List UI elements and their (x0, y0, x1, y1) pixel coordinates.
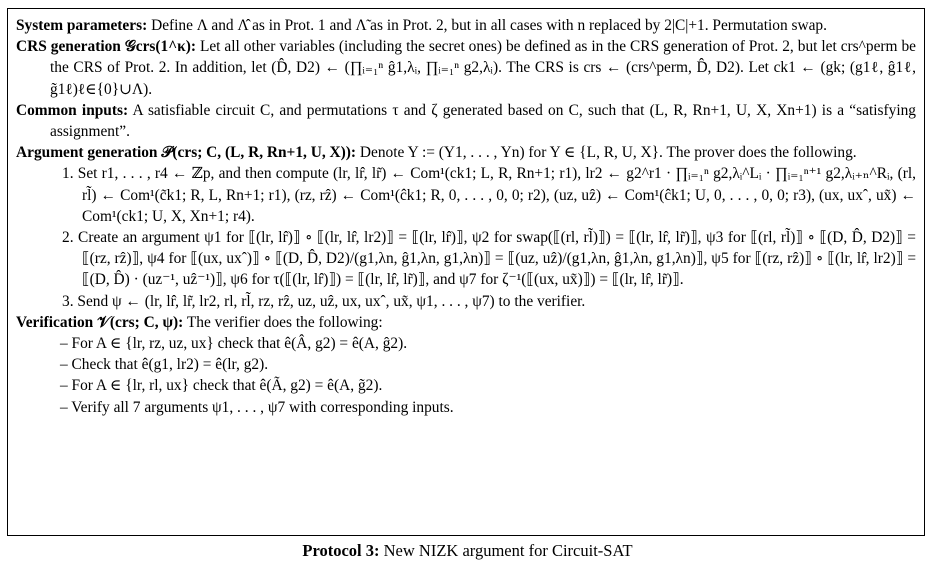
verifier-checks (16, 333, 916, 418)
verifier-check-4: – Verify all 7 arguments ψ1, . . . , ψ7 with corresponding inputs. (60, 398, 454, 416)
common-inputs (16, 100, 916, 142)
system-parameters-text: Define Λ and Λ̂ as in Prot. 1 and Λ̃ as in Prot. 2, but in all cases with n replaced by 2|C|+1. Permutation swap. (151, 17, 827, 34)
verification-label: Verification 𝒱(crs; C, ψ): (16, 313, 184, 331)
crs-generation (16, 36, 916, 100)
verification-text: The verifier does the following: (186, 313, 383, 331)
argument-generation-label: Argument generation 𝒫(crs; C, (L, R, Rn+1, U, X)): (16, 144, 357, 162)
common-inputs-label: Common inputs: (16, 101, 129, 119)
prover-steps (16, 163, 916, 311)
prover-step-1: 1. Set r1, . . . , r4 ← ℤp, and then compute (lr, lr̂, lr̃) ← Com¹(ck1; L, R, Rn+1; r1), lr2 ← g2^r1 · ∏ᵢ₌₁ⁿ g2,λᵢ^Lᵢ · ∏ᵢ₌₁ⁿ⁺¹ g2,λᵢ₊ₙ^Rᵢ, (rl, rl̃) ← Com¹(c̃k1; R, L, Rn+1; r1), (rz, rẑ) ← Com¹(ĉk1; R, 0, . . . , 0, 0; r2), (uz, uẑ) ← Com¹(ĉk1; U, 0, . . . , 0, 0; r3), (ux, uxˆ, ux̃) ← Com¹(ck1; U, X, Xn+1; r4). (62, 165, 916, 225)
caption-text: New NIZK argument for Circuit-SAT (383, 541, 633, 560)
prover-step-3: 3. Send ψ ← (lr, lr̂, lr̃, lr2, rl, rl̃, rz, rẑ, uz, uẑ, ux, uxˆ, ux̃, ψ1, . . . , ψ7) to the verifier. (62, 292, 586, 310)
protocol-caption (0, 540, 935, 562)
verifier-check-2: – Check that ê(g1, lr2) = ê(lr, g2). (60, 356, 269, 374)
prover-step-2: 2. Create an argument ψ1 for ⟦(lr, lr̂)⟧ ∘ ⟦(lr, lr̂, lr2)⟧ = ⟦(lr, lr̂)⟧, ψ2 for swap(⟦(rl, rl̃)⟧) = ⟦(lr, lr̂, lr̃)⟧, ψ3 for ⟦(rl, rl̃)⟧ ∘ ⟦(D, D̂, D2)⟧ = ⟦(rz, rẑ)⟧, ψ4 for ⟦(ux, uxˆ)⟧ ∘ ⟦(D, D̂, D2)/(g1,λn, ĝ1,λn, g1,λn)⟧ = ⟦(uz, uẑ)/(g1,λn, ĝ1,λn, g1,λn)⟧, ψ5 for ⟦(rz, rẑ)⟧ ∘ ⟦(lr, lr̂, lr2)⟧ = ⟦(D, D̂) · (uz⁻¹, uẑ⁻¹)⟧, ψ6 for τ(⟦(lr, lr̂)⟧) = ⟦(lr, lr̂, lr̃)⟧, and ψ7 for ζ⁻¹(⟦(ux, ux̃)⟧) = ⟦(lr, lr̂, lr̃)⟧. (62, 229, 916, 289)
crs-generation-text: Let all other variables (including the secret ones) be defined as in the CRS generation of Prot. 2, but let crs^perm be the CRS of Prot. 2. In addition, let (D̂, D2) ← (∏ᵢ₌₁ⁿ ĝ1,λᵢ, ∏ᵢ₌₁ⁿ g2,λᵢ). The CRS is crs ← (crs^perm, D̂, D2). Let ck1 ← (gk; (g1ℓ, ĝ1ℓ, g̃1ℓ)ℓ∈{0}∪Λ). (50, 38, 916, 98)
system-parameters (16, 15, 916, 36)
caption-label: Protocol 3: (302, 541, 380, 560)
verifier-check-1: – For A ∈ {lr, rz, uz, ux} check that ê(Â, g2) = ê(A, ĝ2). (60, 335, 408, 353)
protocol-box (7, 8, 925, 536)
argument-generation (16, 142, 916, 163)
verifier-check-3: – For A ∈ {lr, rl, ux} check that ê(Ã, g2) = ê(A, g̃2). (60, 377, 383, 395)
crs-generation-label: CRS generation 𝒢crs(1^κ): (16, 38, 196, 56)
argument-generation-text: Denote Y := (Y1, . . . , Yn) for Y ∈ {L, R, U, X}. The prover does the following. (359, 144, 857, 162)
common-inputs-text: A satisfiable circuit C, and permutations τ and ζ generated based on C, such that (L, R, Rn+1, U, X, Xn+1) is a “satisfying assignment”. (50, 101, 916, 141)
system-parameters-label: System parameters: (16, 17, 148, 34)
verification (16, 312, 916, 333)
